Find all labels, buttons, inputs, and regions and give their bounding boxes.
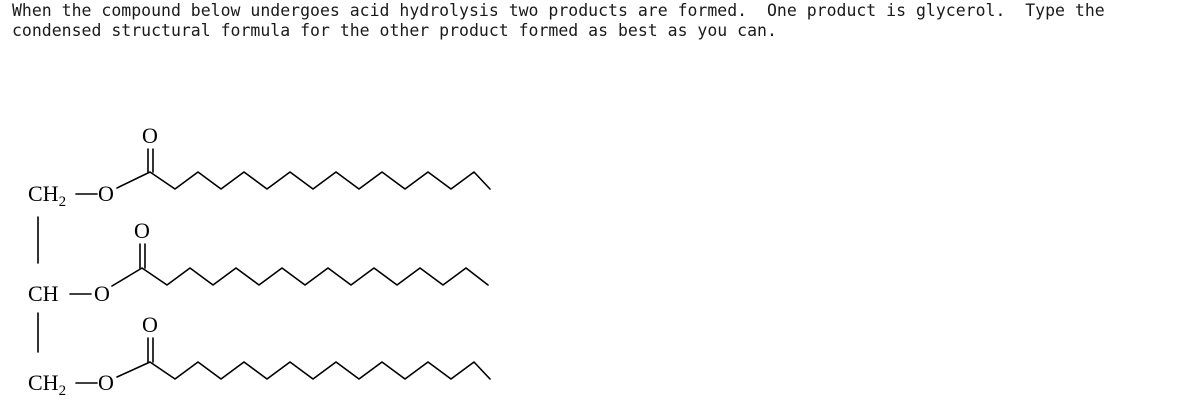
question-line-2: condensed structural formula for the other product formed as best as you can. (12, 21, 777, 40)
carbonyl-oxygen-1-label: O (142, 123, 158, 148)
carbon-chain-1 (117, 172, 490, 189)
fatty-acid-chain-3 (117, 338, 490, 379)
carbonyl-oxygen-3-label: O (142, 312, 158, 337)
question-line-1: When the compound below undergoes acid hydrolysis two products are formed. One product is glycerol. Type the (12, 1, 1105, 20)
carbon-chain-2 (112, 268, 488, 286)
ester-oxygen-3-label: O (98, 370, 114, 395)
backbone-carbon-3-label: $CH_2$ (28, 370, 67, 399)
carbon-chain-3 (117, 362, 490, 379)
ester-oxygen-1-label: O (98, 181, 114, 206)
ester-oxygen-2-label: O (94, 281, 110, 306)
carbonyl-oxygen-2-label: O (134, 218, 150, 243)
fatty-acid-chain-1 (117, 149, 490, 189)
backbone-carbon-2-label: CH (28, 281, 59, 306)
fatty-acid-chain-2 (112, 244, 488, 286)
backbone-carbon-1-label: $CH_2$ (28, 181, 67, 210)
